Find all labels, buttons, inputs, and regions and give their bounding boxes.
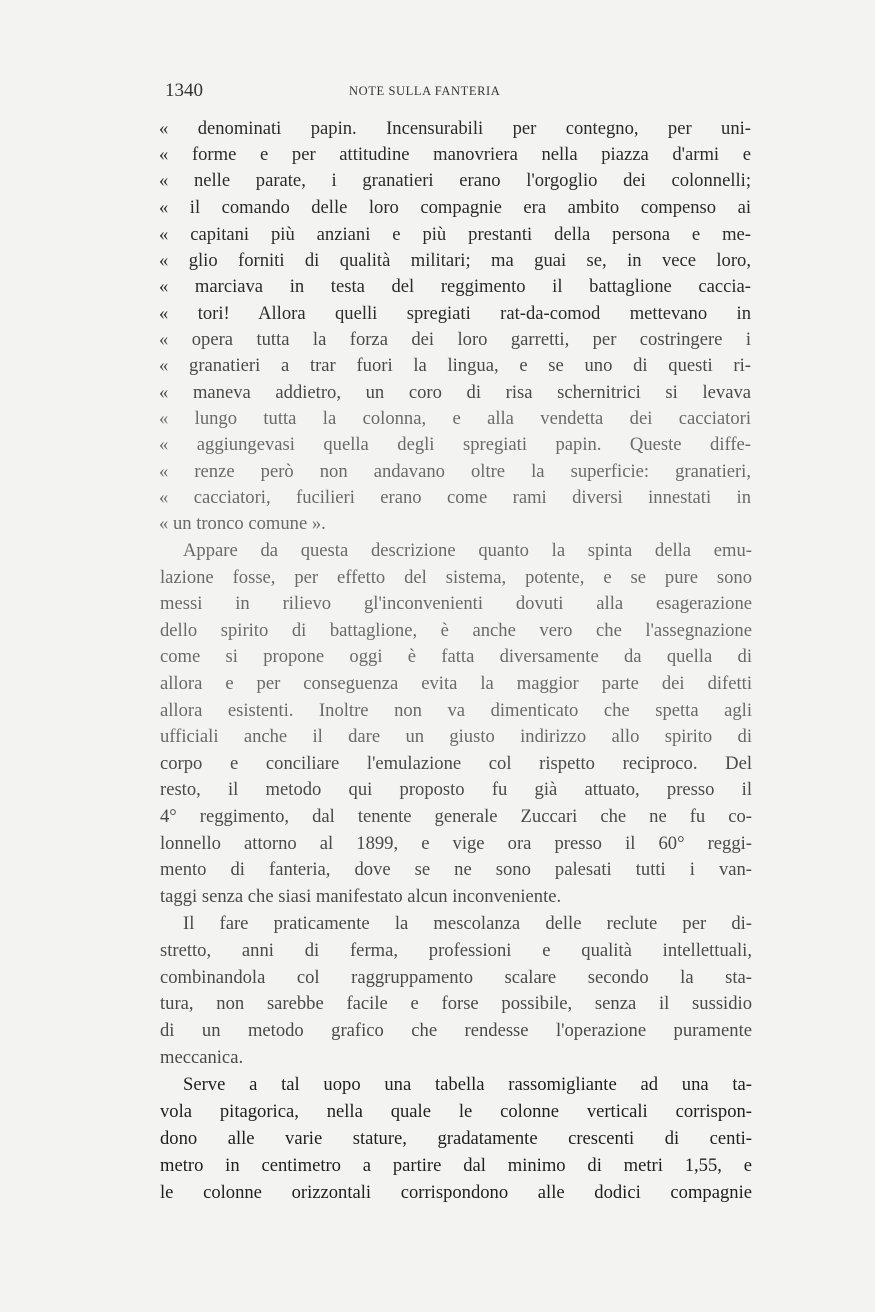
text-line: allora esistenti. Inoltre non va dimenticato che spetta agli <box>160 700 752 721</box>
text-line: Serve a tal uopo una tabella rassomigliante ad una ta- <box>183 1074 752 1095</box>
text-line: « marciava in testa del reggimento il battaglione caccia- <box>159 276 751 297</box>
text-line: Appare da questa descrizione quanto la spinta della emu- <box>183 540 752 561</box>
text-line: stretto, anni di ferma, professioni e qualità intellettuali, <box>160 940 752 961</box>
text-line: mento di fanteria, dove se ne sono palesati tutti i van- <box>160 859 752 880</box>
page-header <box>165 80 745 104</box>
text-line: dello spirito di battaglione, è anche vero che l'assegnazione <box>160 620 752 641</box>
text-line: « aggiungevasi quella degli spregiati papin. Queste diffe- <box>159 434 751 455</box>
text-line: « maneva addietro, un coro di risa schernitrici si levava <box>159 382 751 403</box>
text-line: Il fare praticamente la mescolanza delle reclute per di- <box>183 913 752 934</box>
text-line: taggi senza che siasi manifestato alcun inconveniente. <box>160 886 562 907</box>
text-line: resto, il metodo qui proposto fu già attuato, presso il <box>160 779 752 800</box>
text-line: come si propone oggi è fatta diversamente da quella di <box>160 646 752 667</box>
text-line: dono alle varie stature, gradatamente crescenti di centi- <box>160 1128 752 1149</box>
text-line: tura, non sarebbe facile e forse possibile, senza il sussidio <box>160 993 752 1014</box>
running-title: NOTE SULLA FANTERIA <box>349 84 501 98</box>
text-line: « renze però non andavano oltre la superficie: granatieri, <box>159 461 751 482</box>
text-line: « opera tutta la forza dei loro garretti, per costringere i <box>159 329 751 350</box>
text-line: « nelle parate, i granatieri erano l'orgoglio dei colonnelli; <box>159 170 751 191</box>
text-line: lonnello attorno al 1899, e vige ora presso il 60° reggi- <box>160 833 752 854</box>
text-line: corpo e conciliare l'emulazione col rispetto reciproco. Del <box>160 753 752 774</box>
text-line: di un metodo grafico che rendesse l'operazione puramente <box>160 1020 752 1041</box>
page-number: 1340 <box>165 80 203 101</box>
text-line: messi in rilievo gl'inconvenienti dovuti alla esagerazione <box>160 593 752 614</box>
text-line: allora e per conseguenza evita la maggior parte dei difetti <box>160 673 752 694</box>
text-line: « tori! Allora quelli spregiati rat-da-comod mettevano in <box>159 303 751 324</box>
text-line: « denominati papin. Incensurabili per contegno, per uni- <box>159 118 751 139</box>
text-line: combinandola col raggruppamento scalare secondo la sta- <box>160 967 752 988</box>
text-line: « lungo tutta la colonna, e alla vendetta dei cacciatori <box>159 408 751 429</box>
text-line: « granatieri a trar fuori la lingua, e se uno di questi ri- <box>159 355 751 376</box>
text-line: « il comando delle loro compagnie era ambito compenso ai <box>159 197 751 218</box>
text-line: 4° reggimento, dal tenente generale Zuccari che ne fu co- <box>160 806 752 827</box>
text-line: « un tronco comune ». <box>159 513 326 534</box>
text-line: lazione fosse, per effetto del sistema, potente, e se pure sono <box>160 567 752 588</box>
text-line: « cacciatori, fucilieri erano come rami diversi innestati in <box>159 487 751 508</box>
text-line: ufficiali anche il dare un giusto indirizzo allo spirito di <box>160 726 752 747</box>
text-line: metro in centimetro a partire dal minimo di metri 1,55, e <box>160 1155 752 1176</box>
text-line: le colonne orizzontali corrispondono alle dodici compagnie <box>160 1182 752 1203</box>
text-line: « capitani più anziani e più prestanti della persona e me- <box>159 224 751 245</box>
text-line: « forme e per attitudine manovriera nella piazza d'armi e <box>159 144 751 165</box>
text-line: vola pitagorica, nella quale le colonne verticali corrispon- <box>160 1101 752 1122</box>
text-line: meccanica. <box>160 1047 244 1068</box>
text-line: « glio forniti di qualità militari; ma guai se, in vece loro, <box>159 250 751 271</box>
